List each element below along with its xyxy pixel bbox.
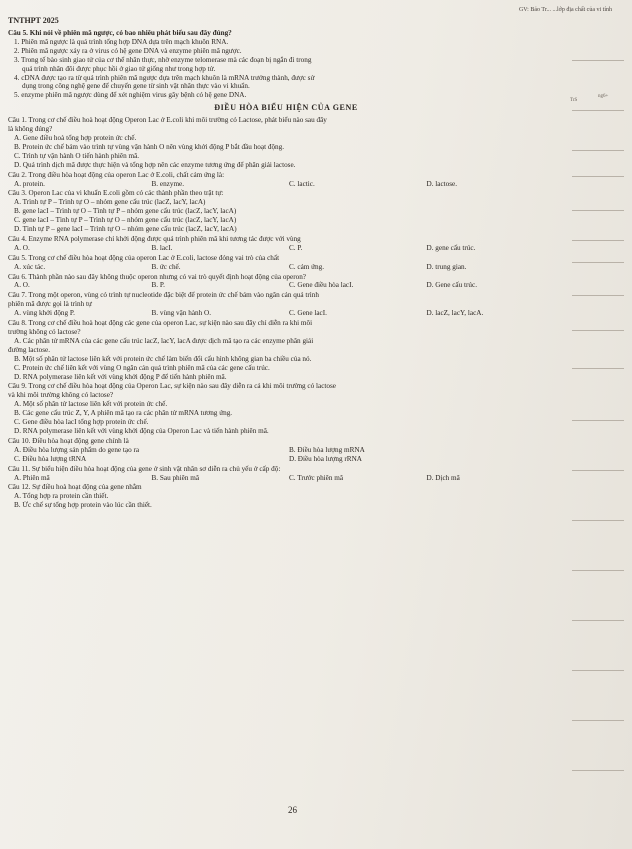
- q4-option-c: C. P.: [289, 243, 303, 252]
- q9-option-c: C. Gene điều hòa lacI tổng hợp protein ức chế.: [14, 418, 149, 427]
- q10-option-c: C. Điều hòa lượng tRNA: [14, 454, 87, 463]
- q8-stem: trường không có lactose?: [8, 328, 81, 336]
- q9-stem: và khi môi trường không có lactose?: [8, 391, 114, 400]
- q4-option-d: D. gene cấu trúc.: [426, 243, 476, 252]
- q8-option-a: đường lactose.: [8, 345, 51, 354]
- notebook-rules: [562, 0, 632, 849]
- q7-option-b: B. vùng vận hành O.: [151, 309, 211, 318]
- school-header: TNTHPT 2025: [8, 16, 59, 25]
- q5b-option-a: A. xúc tác.: [14, 262, 46, 271]
- q3-option-a: A. Trình tự P – Trình tự O – nhóm gene cấu trúc (lacZ, lacY, lacA): [14, 198, 206, 207]
- q5-statement: 1. Phiên mã ngược là quá trình tổng hợp DNA dựa trên mạch khuôn RNA.: [14, 37, 229, 46]
- q1-option-b: B. Protein ức chế bám vào trình tự vùng vận hành O nên vùng khởi động P bắt đầu hoạt động.: [14, 142, 285, 151]
- q8-option-d: D. RNA polymerase liên kết với vùng khởi động P để tiến hành phiên mã.: [14, 372, 227, 381]
- q3-option-b: B. gene lacI – Trình tự O – Tình tự P – nhóm gene cấu trúc (lacZ, lacY, lacA): [14, 207, 237, 216]
- q5b-option-b: B. ức chế.: [151, 262, 181, 271]
- q6-stem: Câu 6. Thành phần nào sau đây không thuộc operon nhưng có vai trò quyết định hoạt động của operon?: [8, 272, 306, 281]
- q7-option-c: C. Gene lacI.: [289, 309, 327, 318]
- q10-options-row2: [8, 455, 564, 464]
- q12-option-a: A. Tổng hợp ra protein cần thiết.: [14, 492, 109, 501]
- q1-stem: là không đúng?: [8, 125, 53, 134]
- q5-stem: Câu 5. Khi nói về phiên mã ngược, có bao nhiêu phát biểu sau đây đúng?: [8, 29, 232, 37]
- q11-option-d: D. Dịch mã: [426, 473, 460, 482]
- question-list: [8, 28, 564, 510]
- q12-stem: Câu 12. Sự điều hoà hoạt động của gene nhằm: [8, 483, 142, 492]
- q3-option-d: D. Tình tự P – gene lacI – Trình tự O – nhóm gene cấu trúc (lacZ, lacY, lacA): [14, 225, 237, 234]
- q7-option-d: D. lacZ, lacY, lacA.: [426, 309, 484, 318]
- q1-option-d: D. Quá trình dịch mã được thực hiện và tổng hợp nên các enzyme tương ứng để phân giải lactose.: [14, 160, 296, 169]
- q11-option-a: A. Phiên mã: [14, 473, 50, 482]
- q4-stem: Câu 4. Enzyme RNA polymerase chỉ khởi động được quá trình phiên mã khi tương tác được với vùng: [8, 234, 301, 243]
- q2-option-c: C. lactic.: [289, 179, 315, 188]
- q11-options: [8, 474, 564, 483]
- q11-option-b: B. Sau phiên mã: [151, 473, 200, 482]
- q2-option-a: A. protein.: [14, 179, 45, 188]
- q4-option-a: A. O.: [14, 243, 30, 252]
- q2-options: [8, 180, 564, 189]
- q5b-stem: Câu 5. Trong cơ chế điều hòa hoạt động của operon Lac ở E.coli, lactose đóng vai trò của chất: [8, 253, 280, 262]
- q5b-option-d: D. trung gian.: [426, 262, 467, 271]
- q10-option-d: D. Điều hòa lượng rRNA: [289, 454, 362, 463]
- q5-statement: 3. Trong tế bào sinh giao tử của cơ thể nhân thực, nhờ enzyme telomerase mà các đoạn bị ngắn đi trong: [14, 55, 312, 64]
- q6-option-a: A. O.: [14, 281, 30, 290]
- q11-option-c: C. Trước phiên mã: [289, 473, 344, 482]
- section-title: ĐIỀU HÒA BIỂU HIỆN CỦA GENE: [214, 103, 358, 113]
- q4-option-b: B. lacI.: [151, 243, 173, 252]
- q2-stem: Câu 2. Trong điều hòa hoạt động của operon Lac ở E.coli, chất cảm ứng là:: [8, 170, 225, 179]
- q5-statement: 2. Phiên mã ngược xảy ra ở virus có hệ gene DNA và enzyme phiên mã ngược.: [14, 46, 242, 55]
- q6-option-d: D. Gene cấu trúc.: [426, 281, 477, 290]
- q1-stem: Câu 1. Trong cơ chế điều hoà hoạt động Operon Lac ở E.coli khi môi trường có Lactose, phát biểu nào sau đây: [8, 116, 327, 125]
- q8-option-b: B. Một số phân tử lactose liên kết với protein ức chế làm biến đổi cấu hình không gian ba chiều của nó.: [14, 354, 312, 363]
- q11-stem: Câu 11. Sự biểu hiện điều hòa hoạt động của gene ở sinh vật nhân sơ diễn ra chủ yếu ở cấp độ:: [8, 464, 281, 473]
- q10-option-b: B. Điều hòa lượng mRNA: [289, 445, 365, 454]
- q5b-options: [8, 263, 564, 272]
- q5-statement: 4. cDNA được tạo ra từ quá trình phiên mã ngược dựa trên mạch khuôn là mRNA trưởng thành, được sử: [14, 73, 315, 82]
- q6-option-c: C. Gene điều hòa lacI.: [289, 281, 354, 290]
- q9-option-b: B. Các gene cấu trúc Z, Y, A phiên mã tạo ra các phân tử mRNA tương ứng.: [14, 409, 233, 418]
- q9-option-a: A. Một số phân tử lactose liên kết với protein ức chế.: [14, 400, 168, 409]
- q7-stem: Câu 7. Trong một operon, vùng có trình tự nucleotide đặc biệt để protein ức chế bám vào ngăn cản quá trình: [8, 291, 319, 300]
- q1-option-c: C. Trình tự vận hành O tiến hành phiên mã.: [14, 151, 140, 160]
- q2-option-b: B. enzyme.: [151, 179, 185, 188]
- q2-option-d: D. lactose.: [426, 179, 458, 188]
- q1-option-a: A. Gene điều hoà tổng hợp protein ức chế.: [14, 133, 137, 142]
- q5-statement: dụng trong công nghệ gene để chuyển gene từ sinh vật nhân thực vào vi khuẩn.: [22, 82, 250, 91]
- q7-option-a: A. vùng khởi động P.: [14, 309, 75, 318]
- q10-options-row1: [8, 446, 564, 455]
- q8-option-a: A. Các phân tử mRNA của các gene cấu trúc lacZ, lacY, lacA được dịch mã tạo ra các enzyme phân giải: [14, 336, 314, 345]
- q9-stem: Câu 9. Trong cơ chế điều hòa hoạt động của Operon Lac, sự kiện nào sau đây diễn ra cả khi môi trường có lactose: [8, 382, 336, 391]
- q10-stem: Câu 10. Điều hòa hoạt động gene chính là: [8, 436, 129, 445]
- q10-option-a: A. Điều hòa lượng sản phẩm do gene tạo ra: [14, 445, 140, 454]
- q3-option-c: C. gene lacI – Tình tự P – Trình tự O – nhóm gene cấu trúc (lacZ, lacY, lacA): [14, 216, 237, 225]
- q3-stem: Câu 3. Operon Lac của vi khuẩn E.coli gồm có các thành phần theo trật tự:: [8, 189, 224, 198]
- q8-stem: Câu 8. Trong cơ chế điều hoà hoạt động các gene của operon Lac, sự kiện nào sau đây chỉ diễn ra khi môi: [8, 319, 313, 328]
- q7-options: [8, 309, 564, 318]
- teacher-note: GV: Bảo Tr... ...lớp địa chất của vi tính: [518, 7, 612, 13]
- q6-option-b: B. P.: [151, 281, 165, 290]
- q6-options: [8, 281, 564, 290]
- margin-note: ng6+: [598, 94, 609, 99]
- q7-stem: phiên mã được gọi là trình tự: [8, 300, 92, 309]
- q5-statement: 5. enzyme phiên mã ngược dùng để xét nghiệm virus gây bệnh có hệ gene DNA.: [14, 91, 247, 100]
- q5-statement: quá trình nhân đôi được phục hồi ở giao tử giống như trong hợp tử.: [22, 64, 216, 73]
- page-number: 26: [288, 805, 297, 815]
- margin-note: TrS: [570, 98, 578, 103]
- q9-option-d: D. RNA polymerase liên kết với vùng khởi động của Operon Lac và tiến hành phiên mã.: [14, 426, 269, 435]
- q5b-option-c: C. cảm ứng.: [289, 262, 325, 271]
- q12-option-b: B. Ức chế sự tổng hợp protein vào lúc cần thiết.: [14, 501, 152, 510]
- q8-option-c: C. Protein ức chế liên kết với vùng O ngăn cản quá trình phiên mã của các gene cấu trúc.: [14, 363, 270, 372]
- q4-options: [8, 244, 564, 253]
